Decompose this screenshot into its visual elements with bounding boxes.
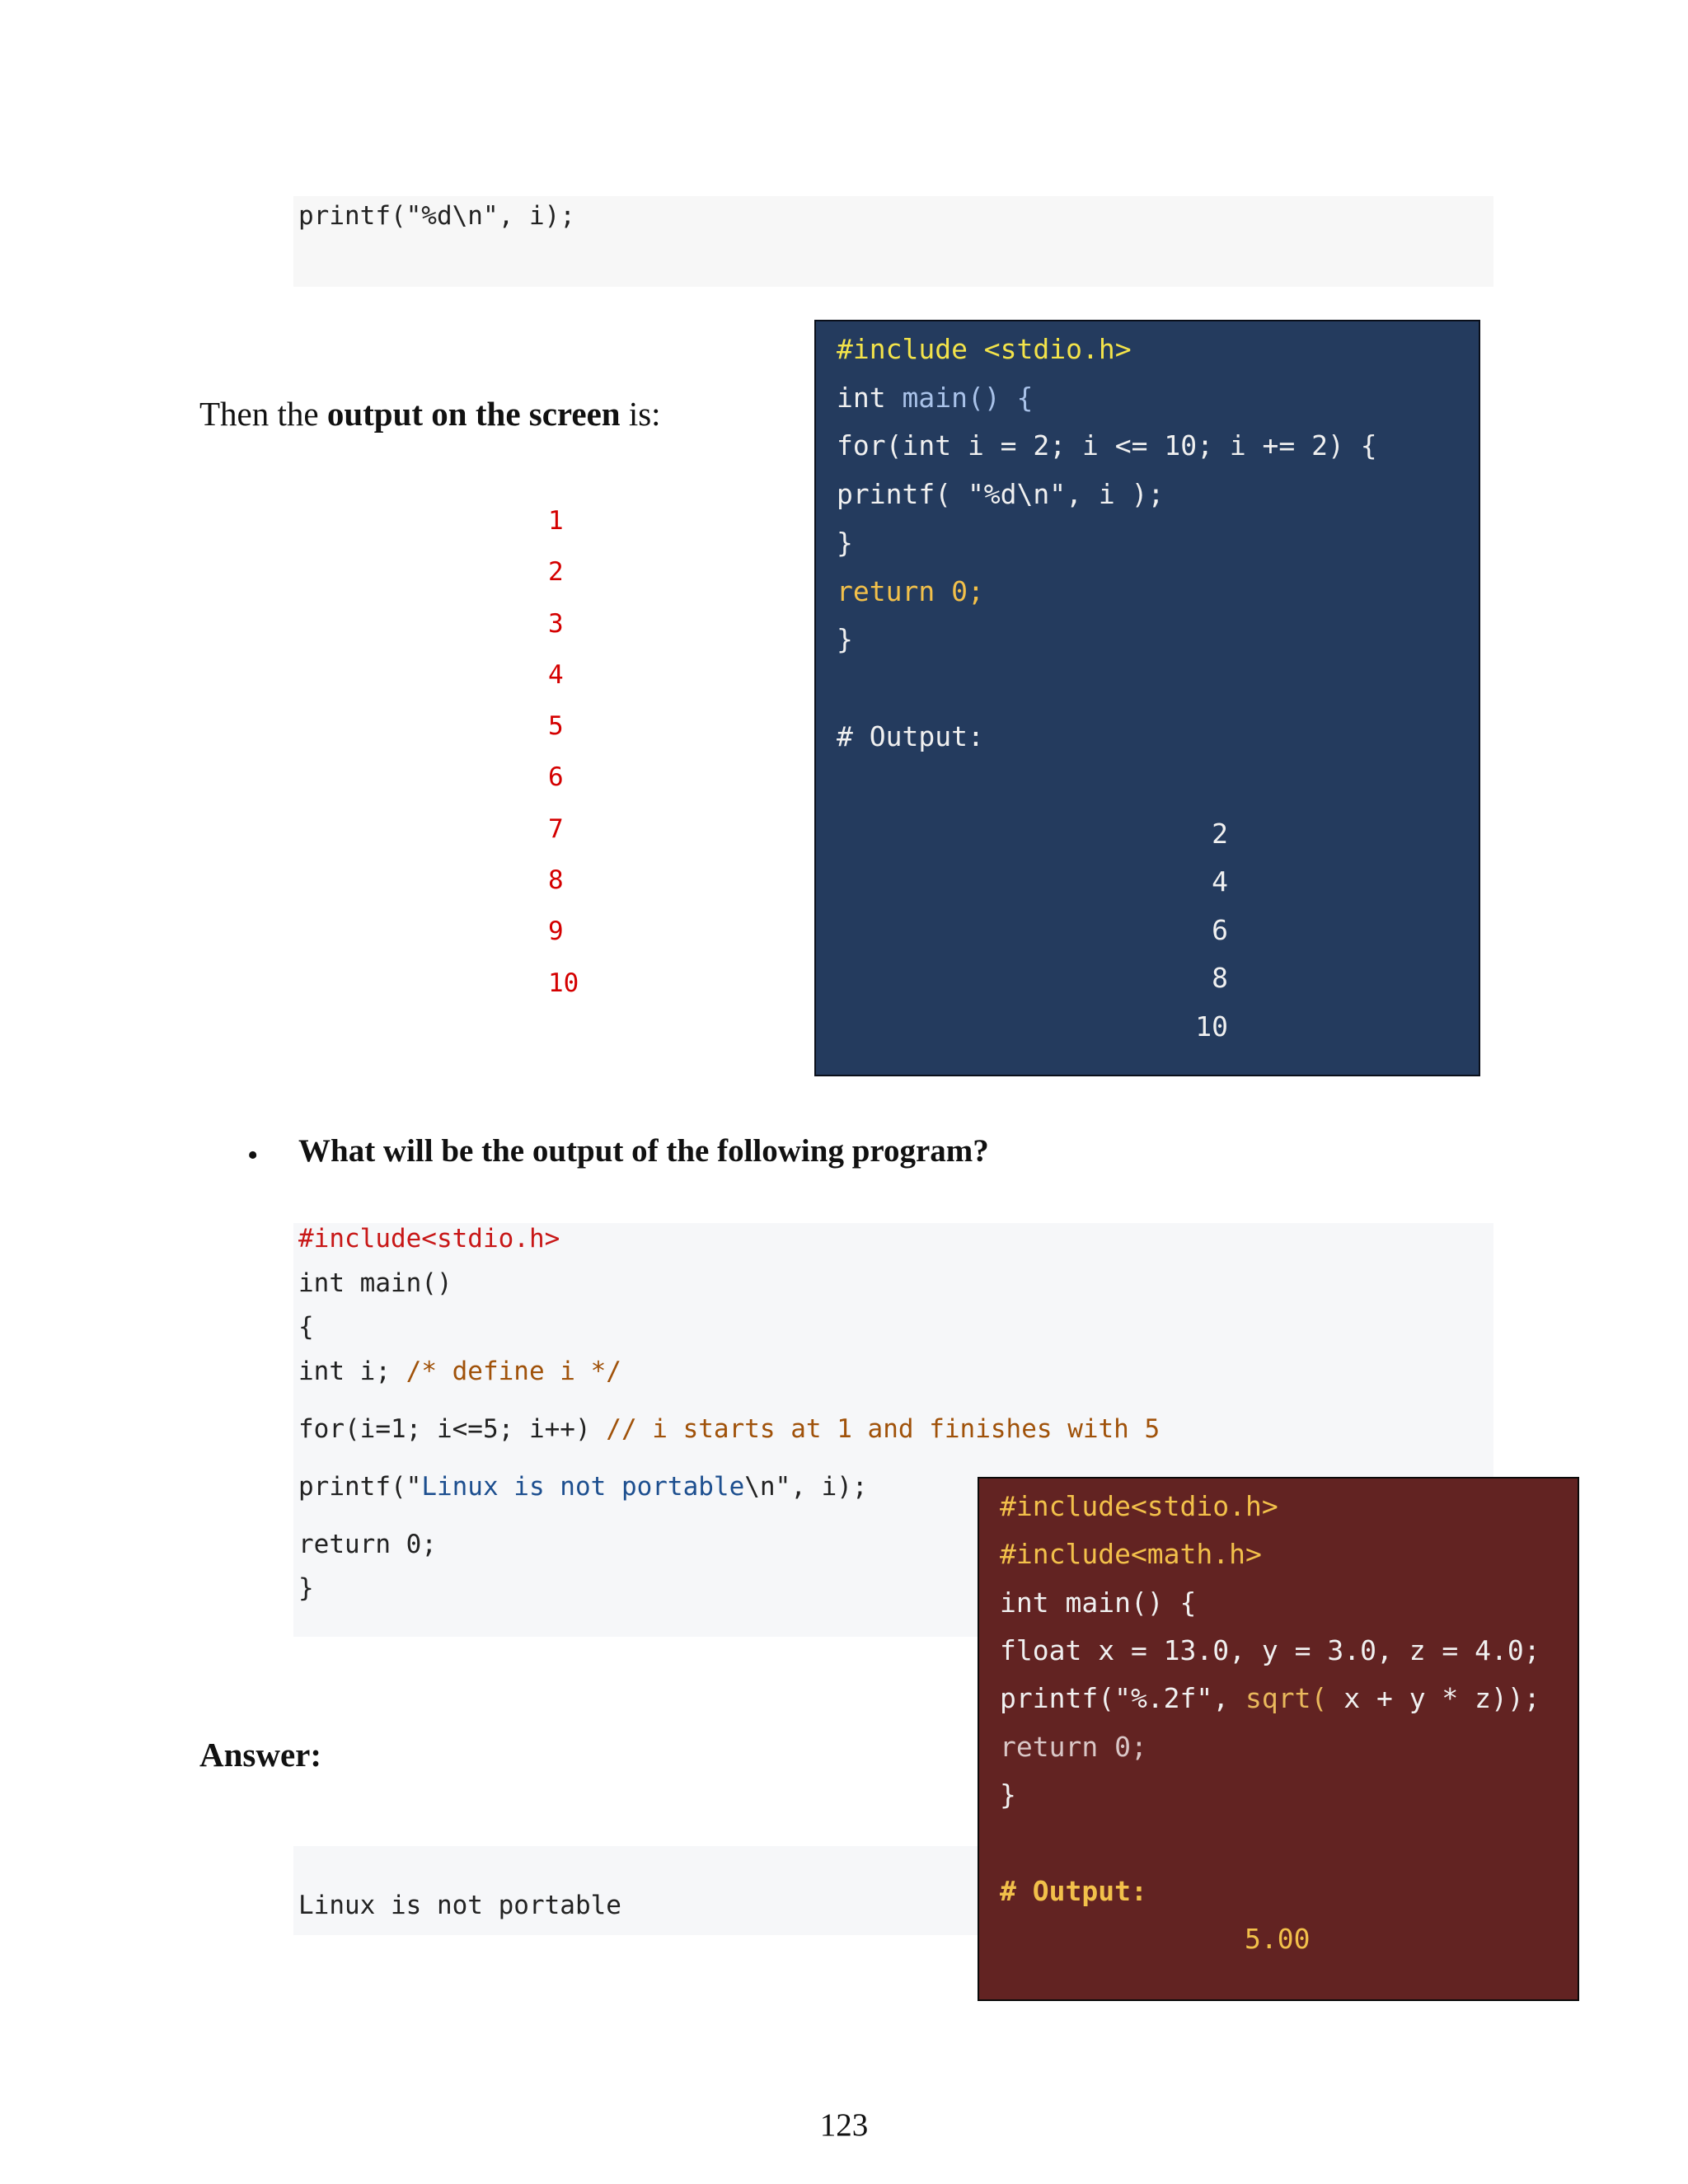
main-line: int main() [298,1268,452,1298]
printf-post: x + y * z)); [1327,1682,1540,1714]
open-brace: { [298,1312,314,1342]
output-value: 5.00 [1245,1923,1311,1955]
sqrt-function: sqrt( [1245,1682,1328,1714]
include-line: #include<stdio.h> [1000,1490,1278,1522]
output-label: # Output: [1000,1875,1147,1907]
output-number: 4 [548,659,564,690]
output-value: 10 [1195,1010,1228,1043]
output-value: 8 [1212,962,1228,994]
code-snippet-printf [293,196,1493,287]
output-label: # Output: [837,720,984,752]
for-line: for(int i = 2; i <= 10; i += 2) { [837,429,1377,462]
decl-comment: /* define i */ [406,1357,621,1386]
intro-prefix: Then the [199,395,327,433]
printf-pre: printf("%.2f", [1000,1682,1246,1714]
close-brace: } [298,1573,314,1603]
output-value: 4 [1212,865,1228,898]
printf-line [298,1472,868,1502]
output-number: 5 [548,711,564,742]
include-line: #include<math.h> [1000,1538,1262,1570]
printf-string: Linux is not portable [421,1472,745,1502]
printf-pre: printf(" [298,1472,422,1502]
code-panel-sqrt [978,1477,1579,2001]
output-number: 6 [548,762,564,793]
printf-post: \n", i); [744,1472,868,1502]
output-number: 10 [548,968,579,998]
int-keyword: int [837,382,903,414]
answer-label: Answer: [199,1736,322,1774]
return-line: return 0; [837,575,984,607]
answer-output-text: Linux is not portable [298,1891,621,1920]
bullet-icon: • [247,1138,259,1173]
output-number: 2 [548,557,564,588]
output-number: 3 [548,608,564,639]
close-brace: } [837,623,853,655]
main-line [837,382,1033,414]
for-line [298,1414,1160,1444]
output-value: 2 [1212,818,1228,850]
intro-suffix: is: [620,395,661,433]
question-text: What will be the output of the following program? [298,1133,989,1169]
printf-line: printf( "%d\n", i ); [837,478,1165,510]
code-line: printf("%d\n", i); [298,201,575,231]
intro-bold: output on the screen [326,395,621,433]
for-code: for(i=1; i<=5; i++) [298,1414,607,1444]
return-line: return 0; [1000,1731,1147,1763]
output-number: 7 [548,813,564,844]
printf-line [1000,1682,1540,1714]
output-intro-text [199,394,661,434]
code-panel-loop-by-two [814,320,1480,1076]
red-output-list [548,504,579,1018]
return-line: return 0; [298,1530,437,1559]
float-line: float x = 13.0, y = 3.0, z = 4.0; [1000,1634,1540,1666]
for-comment: // i starts at 1 and finishes with 5 [606,1414,1160,1444]
main-line: int main() { [1000,1586,1197,1619]
output-value: 6 [1212,914,1228,946]
declaration-line [298,1357,621,1386]
output-number: 9 [548,916,564,947]
main-function: main() { [902,382,1034,414]
include-line: #include<stdio.h> [298,1224,560,1254]
output-number: 8 [548,865,564,896]
close-brace: } [837,527,853,559]
include-line: #include <stdio.h> [837,333,1132,365]
page-number: 123 [819,2107,869,2143]
output-number: 1 [548,506,564,536]
decl-code: int i; [298,1357,406,1386]
close-brace: } [1000,1779,1016,1811]
